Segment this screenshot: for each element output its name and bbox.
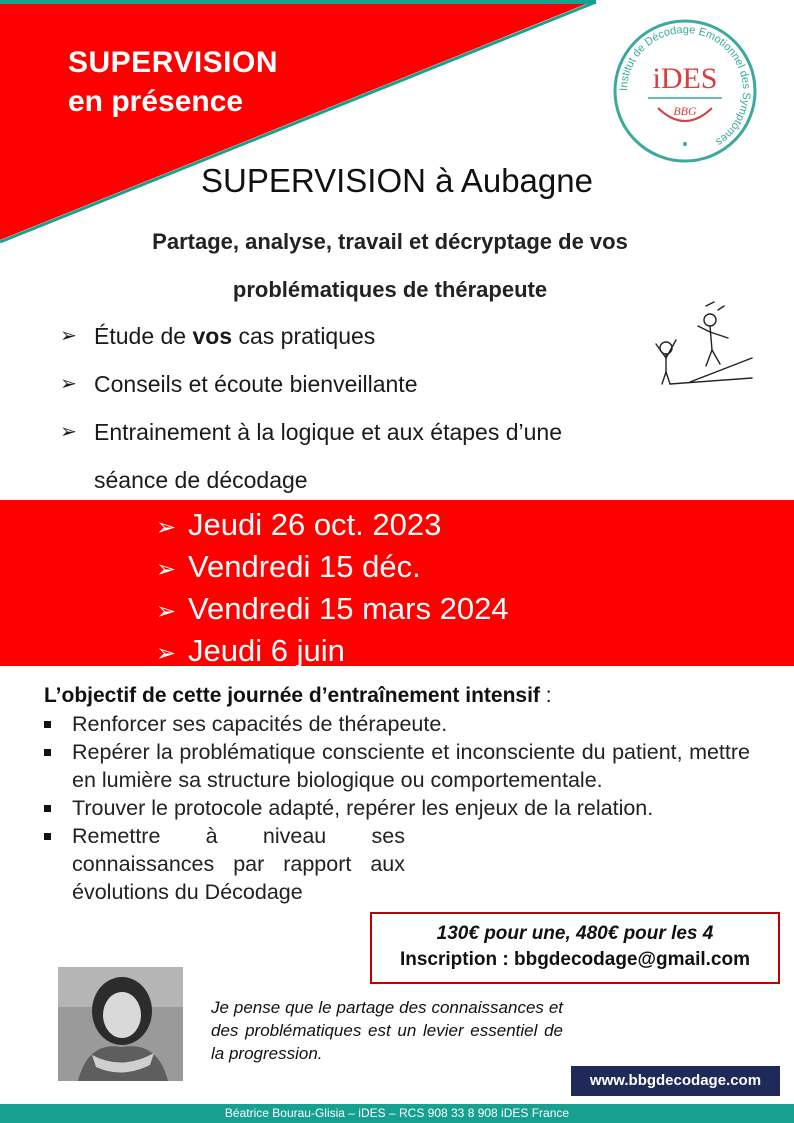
quote-text: Je pense que le partage des connaissances et des problématiques est un levier essentiel de la progression. <box>211 998 563 1063</box>
feature-text: Étude de <box>94 323 193 349</box>
date-text: Vendredi 15 mars 2024 <box>188 591 509 626</box>
feature-text-continued: séance de décodage <box>94 467 308 493</box>
objectives-colon: : <box>539 684 552 707</box>
date-text: Jeudi 6 juin <box>188 633 345 668</box>
date-item <box>156 547 509 589</box>
objective-text: Renforcer ses capacités de thérapeute. <box>72 712 448 736</box>
square-bullet-icon <box>44 749 51 756</box>
objectives-list <box>44 710 750 906</box>
arrow-bullet-icon: ➢ <box>156 514 177 541</box>
list-item <box>44 710 750 738</box>
objective-text: Remettre à niveau ses connaissances par rapport aux évolutions du Décodage <box>72 824 405 904</box>
website-link[interactable]: www.bbgdecodage.com <box>571 1066 780 1096</box>
date-item <box>156 589 509 631</box>
page-title: SUPERVISION à Aubagne <box>201 162 593 199</box>
subtitle-line-2: problématiques de thérapeute <box>232 277 548 302</box>
date-item <box>156 631 509 673</box>
footer: Béatrice Bourau-Glisia – iDES – RCS 908 33 8 908 iDES France <box>0 1104 794 1123</box>
arrow-bullet-icon: ➢ <box>156 556 177 583</box>
arrow-bullet-icon: ➢ <box>60 325 77 347</box>
feature-text: Conseils et écoute bienveillante <box>94 371 418 397</box>
feature-text: Entrainement à la logique et aux étapes d’une <box>94 419 562 445</box>
square-bullet-icon <box>44 833 51 840</box>
list-item <box>44 822 750 906</box>
list-item <box>60 312 740 360</box>
list-item <box>60 408 740 504</box>
feature-list <box>60 312 740 504</box>
objective-text: Trouver le protocole adapté, repérer les enjeux de la relation. <box>72 796 654 820</box>
square-bullet-icon <box>44 805 51 812</box>
objectives-title <box>44 684 552 708</box>
feature-text: cas pratiques <box>232 323 376 349</box>
arrow-bullet-icon: ➢ <box>156 598 177 625</box>
dates-list <box>156 505 509 673</box>
banner-subtitle: en présence <box>68 85 244 118</box>
logo-circle-text: Institut de Décodage Emotionnel des Symptômes <box>617 23 753 149</box>
list-item <box>60 360 740 408</box>
arrow-bullet-icon: ➢ <box>60 421 77 443</box>
feature-bold: vos <box>192 323 233 349</box>
arrow-bullet-icon: ➢ <box>156 640 177 667</box>
price-box <box>370 912 780 984</box>
objectives-title-text: L’objectif de cette journée d’entraînement intensif <box>44 684 540 707</box>
list-item <box>44 738 750 794</box>
ides-logo <box>610 16 760 166</box>
stick-figures-illustration <box>650 298 754 388</box>
portrait-photo <box>58 967 183 1081</box>
logo-brand: iDES <box>652 62 718 95</box>
date-text: Vendredi 15 déc. <box>188 549 421 584</box>
date-text: Jeudi 26 oct. 2023 <box>188 507 442 542</box>
subtitle <box>60 218 720 314</box>
square-bullet-icon <box>44 721 51 728</box>
registration-email[interactable]: Inscription : bbgdecodage@gmail.com <box>399 949 750 970</box>
date-item <box>156 505 509 547</box>
logo-sub: BBG <box>673 104 697 118</box>
banner-title: SUPERVISION <box>68 46 279 79</box>
subtitle-line-1: Partage, analyse, travail et décryptage de vos <box>152 229 628 254</box>
objective-text: Repérer la problématique consciente et inconsciente du patient, mettre en lumière sa structure biologique ou comportementale. <box>72 740 750 792</box>
list-item <box>44 794 750 822</box>
arrow-bullet-icon: ➢ <box>60 373 77 395</box>
price-text: 130€ pour une, 480€ pour les 4 <box>436 923 714 944</box>
